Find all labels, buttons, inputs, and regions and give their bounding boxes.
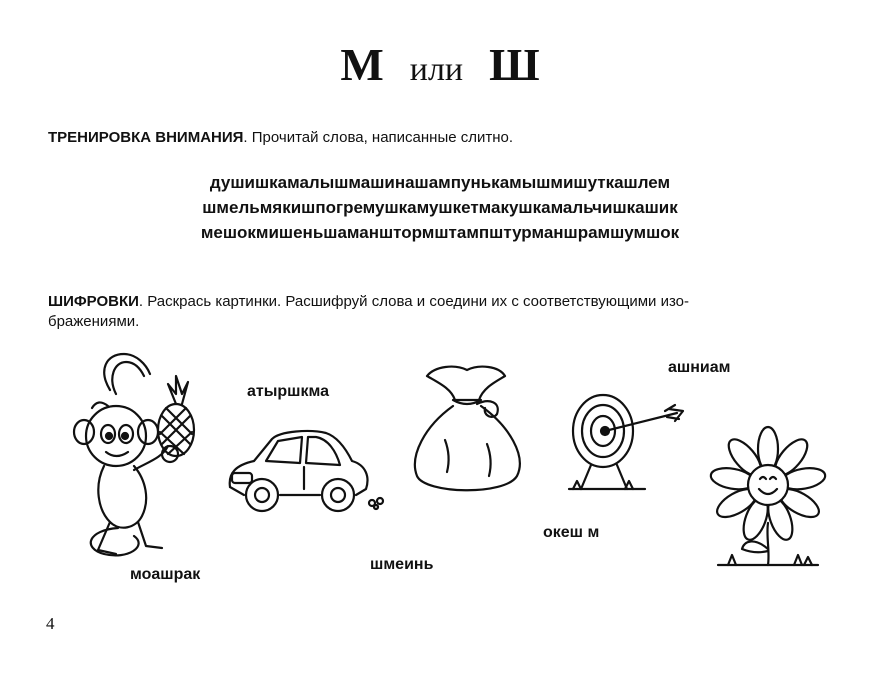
joined-words-line: шмельмякишпогремушкамушкетмакушкамальчишкашик xyxy=(202,198,678,217)
word-label-ashniam: ашниам xyxy=(668,359,731,376)
cipher-line-1 xyxy=(48,292,834,312)
monkey-picture xyxy=(58,350,208,560)
car-picture xyxy=(220,425,390,520)
joined-words-line: мешокмишеньшаманштормштампштурманшрамшумшок xyxy=(200,223,680,242)
title-letter-m: М xyxy=(340,39,384,90)
joined-words-block xyxy=(0,170,880,245)
sack-picture xyxy=(405,360,530,500)
word-label-atyrshkma: атыршкма xyxy=(247,383,330,400)
training-text: . Прочитай слова, написанные слитно. xyxy=(243,129,514,146)
target-picture xyxy=(565,385,690,495)
page-title xyxy=(0,38,880,91)
cipher-text: . Раскрась картинки. Расшифруй слова и соедини их с соответствующими изо- xyxy=(138,293,690,310)
word-label-moashrak: моашрак xyxy=(130,566,201,583)
training-instruction xyxy=(48,128,834,148)
title-or: или xyxy=(409,51,464,88)
word-label-okeshm: океш м xyxy=(543,524,600,541)
page-number: 4 xyxy=(46,614,55,633)
cipher-line-2: бражениями. xyxy=(48,313,140,330)
joined-words-line: душишкамалышмашинашампунькамышмишуткашлем xyxy=(209,173,671,192)
training-heading: ТРЕНИРОВКА ВНИМАНИЯ xyxy=(48,129,244,146)
title-letter-sh: Ш xyxy=(489,39,540,90)
cipher-instruction xyxy=(48,292,834,332)
flower-picture xyxy=(708,425,828,575)
cipher-heading: ШИФРОВКИ xyxy=(48,293,139,310)
word-label-shmein: шмеинь xyxy=(370,556,434,573)
